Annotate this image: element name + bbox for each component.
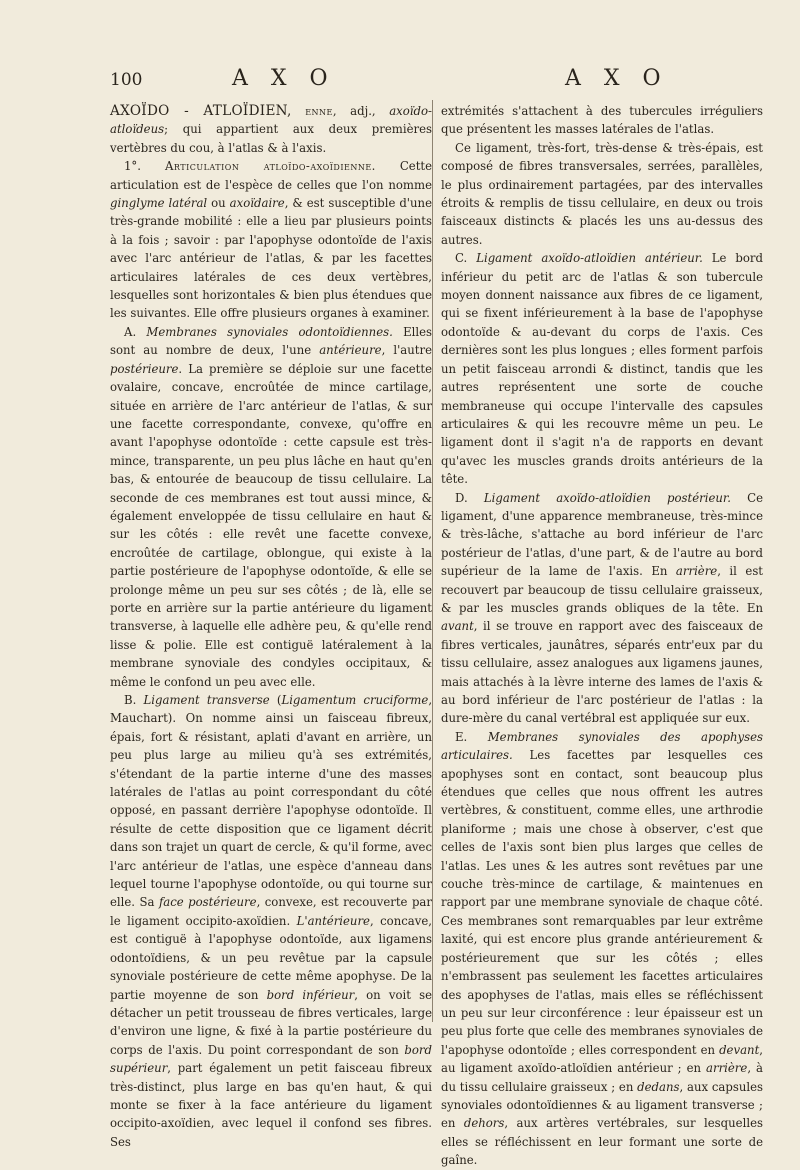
term: avant [441, 619, 474, 634]
section-b-text: , convexe, est recouverte par le ligament occipito-axoïdien. [110, 895, 432, 928]
term: L'antérieure [296, 913, 370, 928]
section-b-title: Ligament transverse [143, 693, 270, 707]
section-d-text: , il est recouvert par beaucoup de tissu cellulaire graisseux, & par les muscles grands obliques de la tête. En [441, 564, 764, 615]
term: antérieure [319, 343, 382, 358]
term: face postérieure [158, 895, 257, 910]
term: dehors [463, 1116, 505, 1131]
ligament-description-paragraph: Ce ligament, très-fort, très-dense & très-épais, est composé de fibres transversales, serrées, parallèles, le plus ordinairement partagées, par des intervalles étroits & remplis de tissu cellulaire, en deux ou trois faisceaux distincts & placés les uns au-dessus des autres. [441, 140, 763, 247]
section-e-text: , au ligament axoïdo-atloïdien antérieur ; en [441, 1042, 763, 1076]
term: arrière [706, 1061, 748, 1076]
term: arrière [675, 564, 718, 579]
section-d-text: Ce ligament, d'une apparence membraneuse, très-mince & très-lâche, s'attache au bord inférieur de l'arc postérieur de l'atlas, d'une part, & de l'autre au bord supérieur de la lame de l'axis. En [441, 490, 763, 579]
entry-headword: AXOÏDO - ATLOÏDIEN, [110, 103, 292, 119]
section-1-text: , & est susceptible d'une très-grande mobilité : elle a lieu par plusieurs points à la fois ; savoir : par l'apophyse odontoïde de l'axis avec l'arc antérieur de l'atlas, & par les facettes articulaires latérales de ces deux vertèbres, lesquelles sont horizontales & bien plus étendues que les suivantes. Elle offre plusieurs organes à examiner. [110, 196, 432, 321]
section-b-text: , on voit se détacher un petit trousseau de fibres verticales, large d'environ une ligne, & fixé à la partie postérieure du corps de l'axis. Du point correspondant de son [110, 987, 432, 1057]
term: bord supérieur [110, 1042, 432, 1076]
running-head-left: A X O [232, 66, 336, 91]
section-a-text: Elles sont au nombre de deux, l'une [110, 324, 433, 358]
entry-paragraph [110, 102, 432, 157]
continuation-paragraph: extrémités s'attachent à des tubercules irréguliers que présentent les masses latérales de l'atlas. [441, 104, 763, 137]
section-a-title: Membranes synoviales odontoïdiennes. [146, 324, 393, 339]
section-b-latin: Ligamentum cruciforme [281, 693, 429, 707]
section-b-paren: , Mauchart). [110, 693, 433, 726]
section-e-text: Les facettes par lesquelles ces apophyses sont en contact, sont beaucoup plus étendues que celles que nous offrent les autres vertèbres, & constituent, comme elles, une arthrodie planiforme ; mais une chose à observer, c'est que celles de l'axis sont bien plus larges que celles de l'atlas. Les unes & les autres sont revêtues par une couche très-mince de cartilage, & maintenues en rapport par une membrane synoviale de chaque côté. Ces membranes sont remarquables par leur extrême laxité, qui est encore plus grande antérieurement & postérieurement que sur les côtés ; elles n'embrassent pas seulement les facettes articulaires des apophyses de l'atlas, mais elles se réfléchissent un peu sur leur circonférence : leur épaisseur est un peu plus forte que celle des membranes synoviales de l'apophyse odontoïde ; elles correspondent en [441, 748, 763, 1057]
section-d-letter: D. [455, 490, 468, 505]
column-rule [432, 100, 433, 1022]
section-c-paragraph [441, 249, 763, 488]
term: axoïdaire [229, 196, 285, 211]
entry-pos: enne [305, 104, 333, 118]
section-d-text: , il se trouve en rapport avec des faisceaux de fibres verticales, jaunâtres, séparés entr'eux par du tissu cellulaire, assez analogues aux ligamens jaunes, mais attachés à la lèvre interne des lames de l'axis & au bord inférieur de l'arc postérieur de l'atlas : la dure-mère du canal vertébral est appliquée sur eux. [441, 619, 763, 726]
section-b-text: , part également un petit faisceau fibreux très-distinct, plus large en bas qu'en haut, & qui monte se fixer à la face antérieure du ligament occipito-axoïdien, avec lequel il confond ses fibres. Ses [110, 1061, 432, 1149]
entry-definition: ; qui appartient aux deux premières vertèbres du cou, à l'atlas & à l'axis. [110, 122, 432, 155]
term: dedans [637, 1079, 680, 1094]
entry-gram: , adj., [332, 104, 376, 118]
term: postérieure [110, 361, 179, 376]
section-1-paragraph [110, 157, 432, 323]
section-c-title: Ligament axoïdo-atloïdien antérieur. [476, 251, 703, 266]
right-column [441, 102, 763, 1170]
term: devant [719, 1042, 760, 1057]
term: ginglyme latéral [110, 196, 208, 211]
section-b-paragraph [110, 691, 432, 1151]
page-number: 100 [110, 70, 143, 90]
section-1-text: Cette articulation est de l'espèce de celles que l'on nomme [110, 159, 432, 192]
section-c-letter: C. [455, 251, 468, 266]
section-b-text: , concave, est contiguë à l'apophyse odontoïde, aux ligamens odontoïdiens, & un peu revêtue par la capsule synoviale postérieure de cette même apophyse. De la partie moyenne de son [110, 913, 432, 1002]
section-1-text: ou [207, 196, 230, 211]
section-e-text: , à du tissu cellulaire graisseux ; en [441, 1061, 763, 1094]
left-column [110, 102, 432, 1151]
section-e-letter: E. [455, 729, 468, 744]
section-b-letter: B. [124, 693, 137, 707]
section-d-paragraph [441, 489, 763, 728]
section-a-paragraph [110, 323, 432, 691]
section-1-number: 1°. [124, 159, 141, 174]
section-c-text: Le bord inférieur du petit arc de l'atlas & son tubercule moyen donnent naissance aux fibres de ce ligament, qui se fixent inférieurement à la base de l'apophyse odontoïde & au-devant du corps de l'axis. Ces dernières sont les plus longues ; elles forment parfois un petit faisceau arrondi & distinct, tandis que les autres représentent une sorte de couche membraneuse qui occupe l'intervalle des capsules articulaires & qui les recouvre même un peu. Le ligament dont il s'agit n'a de rapports en devant qu'avec les muscles grands droits antérieurs de la tête. [441, 251, 763, 487]
section-e-text: , aux capsules synoviales odontoïdiennes & au ligament transverse ; en [441, 1079, 764, 1131]
section-1-heading: Articulation atloïdo-axoïdienne. [164, 159, 376, 174]
section-a-letter: A. [124, 324, 137, 339]
entry-latin: axoïdo-atloïdeus [110, 104, 432, 137]
term: bord inférieur [266, 987, 355, 1002]
section-a-text: . La première se déploie sur une facette ovalaire, concave, encroûtée de mince cartilage, située en arrière de l'arc antérieur de l'atlas, & sur une facette correspondante, convexe, qu'offre en avant l'apophyse odontoïde : cette capsule est très-mince, transparente, un peu plus lâche en haut qu'en bas, & entourée de beaucoup de tissu cellulaire. La seconde de ces membranes est tout aussi mince, & également enveloppée de tissu cellulaire en haut & sur les côtés : elle revêt une facette convexe, encroûtée de cartilage, oblongue, qui existe à la partie postérieure de l'apophyse odontoïde, & elle se prolonge même un peu sur ses côtés ; de là, elle se porte en arrière sur la partie antérieure du ligament transverse, à laquelle elle adhère peu, & qu'elle rend lisse & polie. Elle est contiguë latéralement à la membrane synoviale des condyles occipitaux, & même le confond un peu avec elle. [110, 361, 432, 689]
running-head-right: A X O [565, 66, 669, 91]
section-e-title: Membranes synoviales des apophyses articulaires. [441, 729, 764, 763]
section-e-text: , aux artères vertébrales, sur lesquelles elles se réfléchissent en leur formant une sorte de gaîne. [441, 1116, 763, 1168]
section-e-paragraph [441, 728, 763, 1170]
section-b-paren: ( [269, 693, 282, 707]
section-d-title: Ligament axoïdo-atloïdien postérieur. [483, 490, 731, 505]
section-b-text: On nomme ainsi un faisceau fibreux, épais, fort & résistant, aplati d'avant en arrière, un peu plus large au milieu qu'à ses extrémités, s'étendant de la partie interne d'une des masses latérales de l'atlas au point correspondant du côté opposé, en passant derrière l'apophyse odontoïde. Il résulte de cette disposition que ce ligament décrit dans son trajet un quart de cercle, & qu'il forme, avec l'arc antérieur de l'atlas, une espèce d'anneau dans lequel tourne l'apophyse odontoïde, ou qui tourne sur elle. Sa [110, 711, 432, 910]
section-a-text: , l'autre [381, 343, 432, 358]
